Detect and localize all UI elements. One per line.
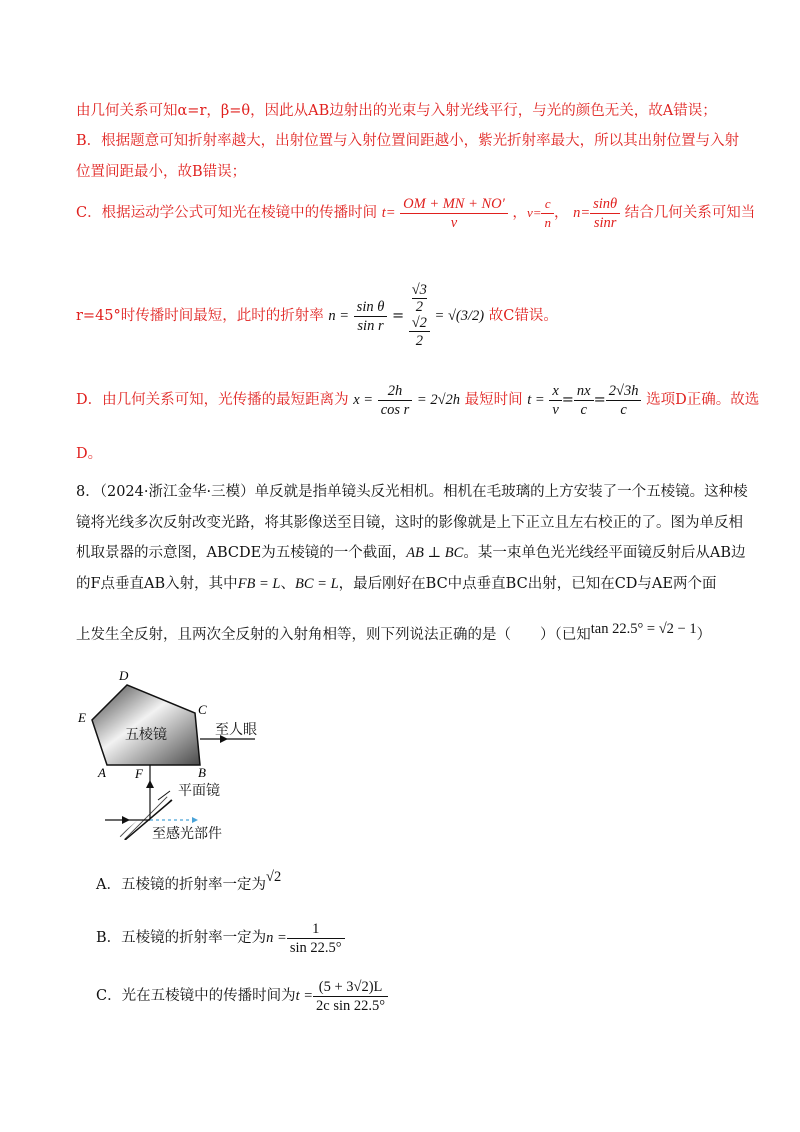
frac-part: √2: [411, 315, 427, 331]
analysis-line-r: [76, 278, 558, 354]
frac-den: 2: [415, 333, 423, 349]
question-text: 、: [280, 576, 296, 592]
frac-num: sin θ: [354, 298, 388, 317]
question-math: FB = L: [237, 576, 281, 592]
sensor-arrow-icon: [192, 817, 198, 823]
analysis-line-b1: B．根据题意可知折射率越大，出射位置与入射位置间距越小，紫光折射率最大，所以其出射位置与入射: [76, 133, 740, 149]
frac-num: 2h: [378, 382, 413, 401]
frac-num: 1: [287, 920, 345, 939]
frac-den: sin r: [357, 317, 384, 334]
question-text: 的F点垂直AB入射，其中: [76, 576, 238, 592]
analysis-r-post: 故C错误。: [488, 308, 558, 324]
vertex-E: E: [78, 710, 86, 725]
analysis-d-tfrac1: [549, 382, 561, 419]
analysis-c-v: v=: [526, 205, 542, 220]
question-math: tan 22.5° = √2 − 1: [590, 621, 697, 637]
frac-part: 2: [412, 298, 427, 315]
frac-den: sinr: [593, 214, 617, 231]
option-b-text: B．五棱镜的折射率一定为: [96, 930, 267, 946]
frac-num: nx: [574, 382, 594, 401]
question-text: 机取景器的示意图，ABCDE为五棱镜的一个截面，: [76, 545, 407, 561]
vertex-A: A: [98, 765, 106, 780]
frac-den: v: [450, 214, 458, 231]
vertex-B: B: [198, 765, 206, 780]
analysis-d-mid: 最短时间: [464, 392, 523, 408]
analysis-r-res: = √(3/2): [434, 308, 485, 324]
frac-den: cos r: [380, 401, 410, 418]
option-c-text: C．光在五棱镜中的传播时间为: [96, 988, 296, 1004]
analysis-c-t: t=: [381, 205, 396, 221]
analysis-d-tfrac3: [606, 382, 642, 419]
question-math: BC = L: [295, 576, 339, 592]
option-b[interactable]: [96, 918, 345, 958]
analysis-d-post: 选项D正确。故选: [646, 392, 760, 408]
frac-num: (5 + 3√2)L: [313, 978, 388, 997]
right-arrow-icon: [122, 816, 130, 824]
prism-shape: [92, 685, 200, 765]
question-text: ）: [696, 627, 712, 643]
vertex-D: D: [119, 668, 129, 683]
analysis-c-n: n=: [573, 205, 591, 221]
question-math: AB ⊥ BC: [406, 545, 464, 561]
analysis-c-vfrac: [541, 195, 554, 232]
frac-part: √3: [411, 282, 427, 298]
question-text: 上发生全反射，且两次全反射的入射角相等，则下列说法正确的是（ ）（已知: [76, 627, 591, 643]
analysis-line-d-end: D。: [76, 446, 103, 462]
analysis-r-bigfrac: [409, 282, 430, 350]
frac-den: 2c sin 22.5°: [316, 997, 386, 1014]
question-text: ，最后刚好在BC中点垂直BC出射，已知在CD与AE两个面: [338, 576, 717, 592]
question-line-2: 镜将光线多次反射改变光路，将其影像送至目镜，这时的影像就是上下正立且左右校正的了。图为单反相: [76, 515, 743, 531]
frac-den: sin 22.5°: [289, 939, 342, 956]
frac-den: c: [620, 401, 627, 418]
frac-den: v: [552, 401, 559, 418]
analysis-d-xres: = 2√2h: [416, 392, 461, 408]
option-c[interactable]: [96, 976, 388, 1016]
analysis-d-xfrac: [378, 382, 413, 419]
mirror-label: 平面镜: [178, 784, 220, 799]
pentaprism-figure: [70, 660, 280, 840]
analysis-c-frac: [400, 195, 508, 232]
point-F: F: [135, 766, 143, 781]
up-arrow-icon: [146, 780, 154, 788]
frac-num: [409, 282, 430, 332]
prism-label: 五棱镜: [125, 728, 167, 743]
analysis-line-d: D．由几何关系可知，光传播的最短距离为 x = $\frac{2h}{\text{cos r}}$ = 2√2h 最短时间 t = $\frac{x}{v}$ = $\frac{nx}{c}$ = $\frac{2√3h}{c}$ 选项D正确。故选: [76, 382, 760, 418]
option-a-text: A．五棱镜的折射率一定为: [96, 877, 266, 893]
analysis-r-text: r=45°时传播时间最短，此时的折射率: [76, 308, 324, 324]
frac-num: OM + MN + NO′: [400, 195, 508, 214]
analysis-d-t: t =: [527, 392, 545, 408]
sensor-label: 至感光部件: [152, 827, 222, 840]
analysis-d-x: x =: [353, 392, 374, 408]
analysis-r-frac1: [354, 298, 388, 335]
frac-num: c: [541, 195, 554, 214]
analysis-d-text: D．由几何关系可知，光传播的最短距离为: [76, 392, 349, 408]
frac-num: sinθ: [590, 195, 620, 214]
analysis-c-post: 结合几何关系可知当: [624, 205, 756, 221]
analysis-line-c: C．根据运动学公式可知光在棱镜中的传播时间 t= $\frac{OM + MN + NO'}{v}$ ，v= $\frac{c}{n}$ ， n= $\frac{\sin\theta}{\sin r}$ 结合几何关系可知当: [76, 195, 756, 231]
analysis-line-b2: 位置间距最小，故B错误；: [76, 164, 247, 180]
question-line-1: 8．（2024·浙江金华·三模）单反就是指单镜头反光相机。相机在毛玻璃的上方安装了一个五棱镜。这种棱: [76, 484, 748, 500]
question-line-5: [76, 621, 712, 645]
analysis-d-tfrac2: [574, 382, 594, 419]
option-c-t: t =: [295, 988, 314, 1004]
frac-den: n: [544, 214, 551, 230]
analysis-line-a: 由几何关系可知α=r，β=θ，因此从AB边射出的光束与入射光线平行，与光的颜色无关，故A错误；: [76, 103, 717, 119]
vertex-C: C: [198, 702, 207, 717]
frac-num: x: [549, 382, 561, 401]
analysis-r-n: n =: [328, 308, 350, 324]
frac-den: c: [580, 401, 587, 418]
option-b-n: n =: [266, 930, 287, 946]
question-line-3: [76, 543, 745, 563]
eye-label: 至人眼: [215, 723, 257, 738]
option-b-frac: [287, 920, 345, 957]
analysis-c-nfrac: [590, 195, 620, 232]
option-a[interactable]: [96, 869, 282, 894]
question-text: 。某一束单色光光线经平面镜反射后从AB边: [463, 545, 746, 561]
frac-num: 2√3h: [606, 382, 642, 401]
option-a-math: √2: [265, 869, 282, 885]
question-line-4: [76, 574, 716, 594]
option-c-frac: [313, 978, 388, 1015]
analysis-c-text: C．根据运动学公式可知光在棱镜中的传播时间: [76, 205, 378, 221]
analysis-r-eq: =: [391, 308, 405, 324]
